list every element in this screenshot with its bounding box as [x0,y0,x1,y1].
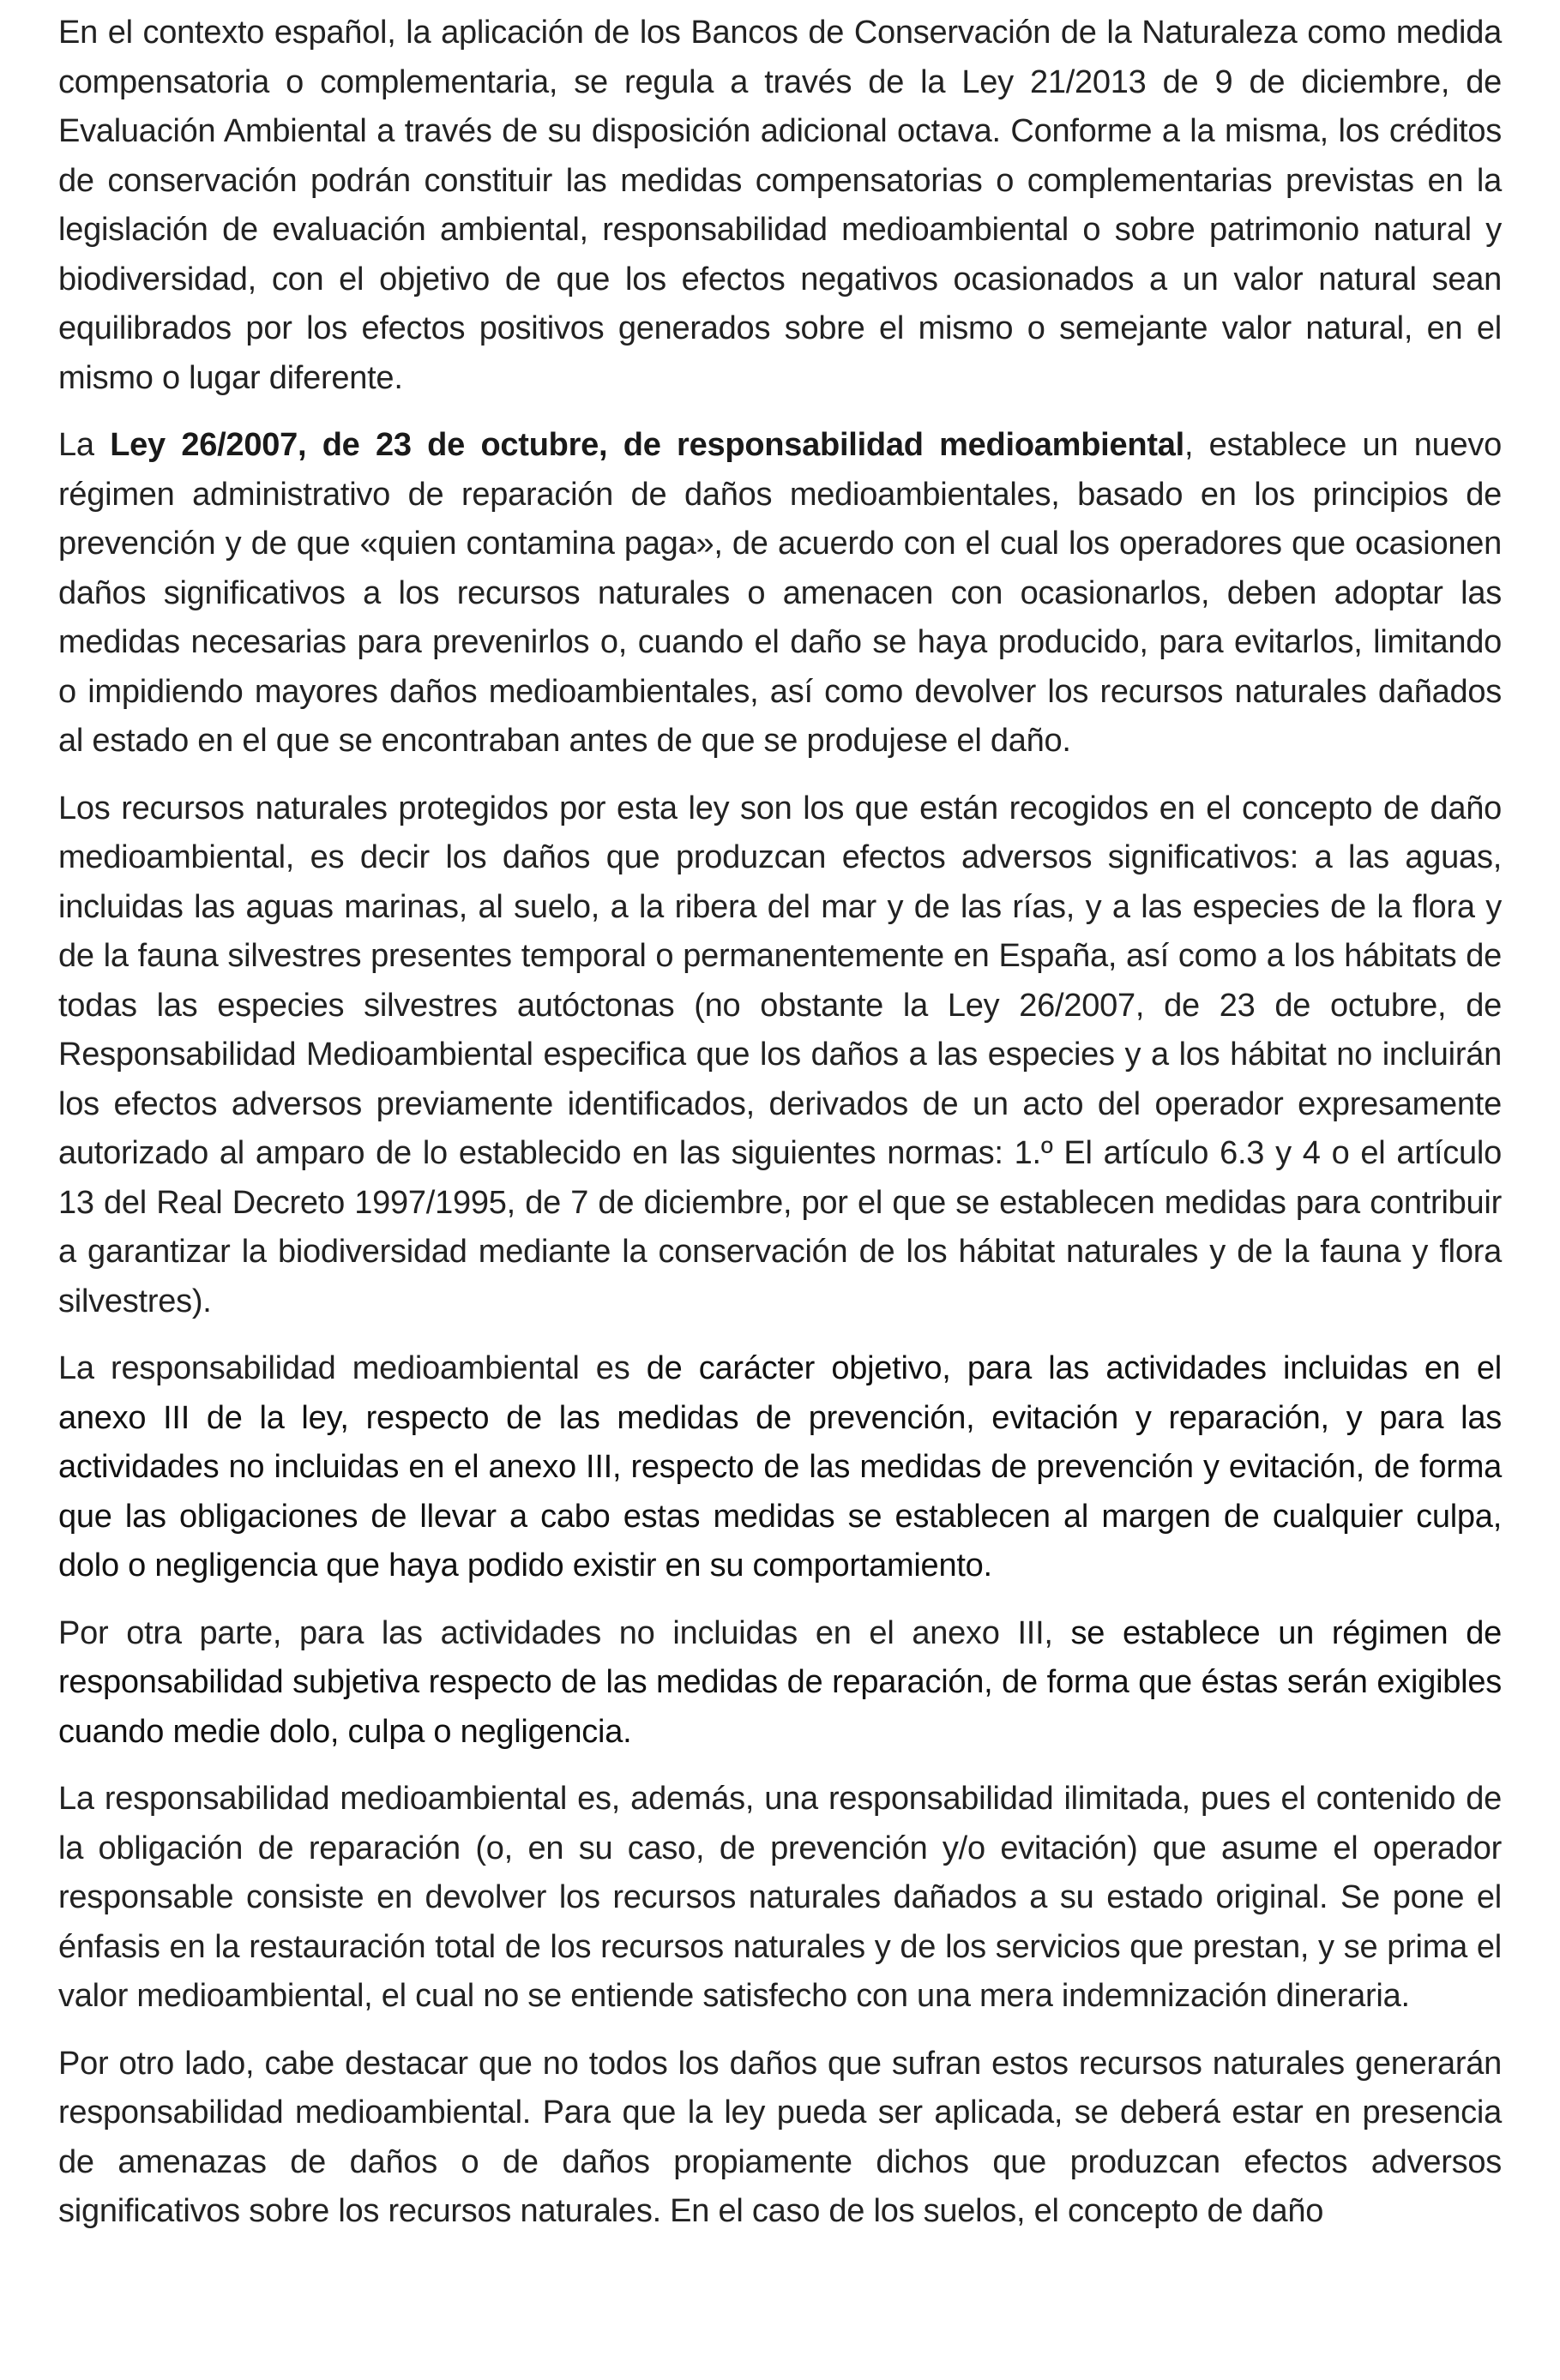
paragraph-text-emphasis: se establece un régimen de responsabilidad subjetiva respecto de las medidas de reparación, de forma que éstas serán exigibles cuando medie dolo, culpa o negligencia. [58,1614,1502,1750]
paragraph-text-lead: Por otra parte, para las actividades no incluidas en el anexo III, [58,1614,1071,1651]
paragraph-responsabilidad-ilimitada [58,1775,1502,2022]
paragraph-text-emphasis: de carácter objetivo, para las actividades incluidas en el anexo III de la ley, respecto de las medidas de prevención, evitación y reparación, y para las actividades no incluidas en el anexo III, respecto de las medidas de prevención y evitación, de forma que las obligaciones de llevar a cabo estas medidas se establecen al margen de cualquier culpa, dolo o negligencia que haya podido existir en su comportamiento. [58,1350,1502,1584]
paragraph-text-lead: La [58,427,111,463]
paragraph-text: En el contexto español, la aplicación de los Bancos de Conservación de la Naturaleza como medida compensatoria o complementaria, se regula a través de la Ley 21/2013 de 9 de diciembre, de Evaluación Ambiental a través de su disposición adicional octava. Conforme a la misma, los créditos de conservación podrán constituir las medidas compensatorias o complementarias previstas en la legislación de evaluación ambiental, responsabilidad medioambiental o sobre patrimonio natural y biodiversidad, con el objetivo de que los efectos negativos ocasionados a un valor natural sean equilibrados por los efectos positivos generados sobre el mismo o semejante valor natural, en el mismo o lugar diferente. [58,15,1502,396]
paragraph-text: La responsabilidad medioambiental es, además, una responsabilidad ilimitada, pues el contenido de la obligación de reparación (o, en su caso, de prevención y/o evitación) que asume el operador responsable consiste en devolver los recursos naturales dañados a su estado original. Se pone el énfasis en la restauración total de los recursos naturales y de los servicios que prestan, y se prima el valor medioambiental, el cual no se entiende satisfecho con una mera indemnización dineraria. [58,1781,1502,2014]
paragraph-text-lead: La responsabilidad medioambiental es [58,1350,647,1386]
paragraph-caracter-objetivo [58,1344,1502,1591]
paragraph-text: Por otro lado, cabe destacar que no todos los daños que sufran estos recursos naturales generarán responsabilidad medioambiental. Para que la ley pueda ser aplicada, se deberá estar en presencia de amenazas de daños o de daños propiamente dichos que produzcan efectos adversos significativos sobre los recursos naturales. En el caso de los suelos, el concepto de daño [58,2045,1502,2229]
paragraph-responsabilidad-subjetiva [58,1609,1502,1758]
paragraph-text: Los recursos naturales protegidos por esta ley son los que están recogidos en el concepto de daño medioambiental, es decir los daños que produzcan efectos adversos significativos: a las aguas, incluidas las aguas marinas, al suelo, a la ribera del mar y de las rías, y a las especies de la flora y de la fauna silvestres presentes temporal o permanentemente en España, así como a los hábitats de todas las especies silvestres autóctonas (no obstante la Ley 26/2007, de 23 de octubre, de Responsabilidad Medioambiental especifica que los daños a las especies y a los hábitat no incluirán los efectos adversos previamente identificados, derivados de un acto del operador expresamente autorizado al amparo de lo establecido en las siguientes normas: 1.º El artículo 6.3 y 4 o el artículo 13 del Real Decreto 1997/1995, de 7 de diciembre, por el que se establecen medidas para contribuir a garantizar la biodiversidad mediante la conservación de los hábitat naturales y de la fauna y flora silvestres). [58,790,1502,1319]
document-page [58,9,1502,2255]
paragraph-text-rest: , establece un nuevo régimen administrativo de reparación de daños medioambientales, basado en los principios de prevención y de que «quien contamina paga», de acuerdo con el cual los operadores que ocasionen daños significativos a los recursos naturales o amenacen con ocasionarlos, deben adoptar las medidas necesarias para prevenirlos o, cuando el daño se haya producido, para evitarlos, limitando o impidiendo mayores daños medioambientales, así como devolver los recursos naturales dañados al estado en el que se encontraban antes de que se produjese el daño. [58,427,1503,759]
paragraph-ley-26-2007 [58,421,1502,766]
paragraph-danos-significativos [58,2040,1502,2237]
paragraph-recursos-protegidos [58,784,1502,1327]
paragraph-bancos-conservacion [58,9,1502,403]
law-reference-bold: Ley 26/2007, de 23 de octubre, de responsabilidad medioambiental [110,427,1184,463]
